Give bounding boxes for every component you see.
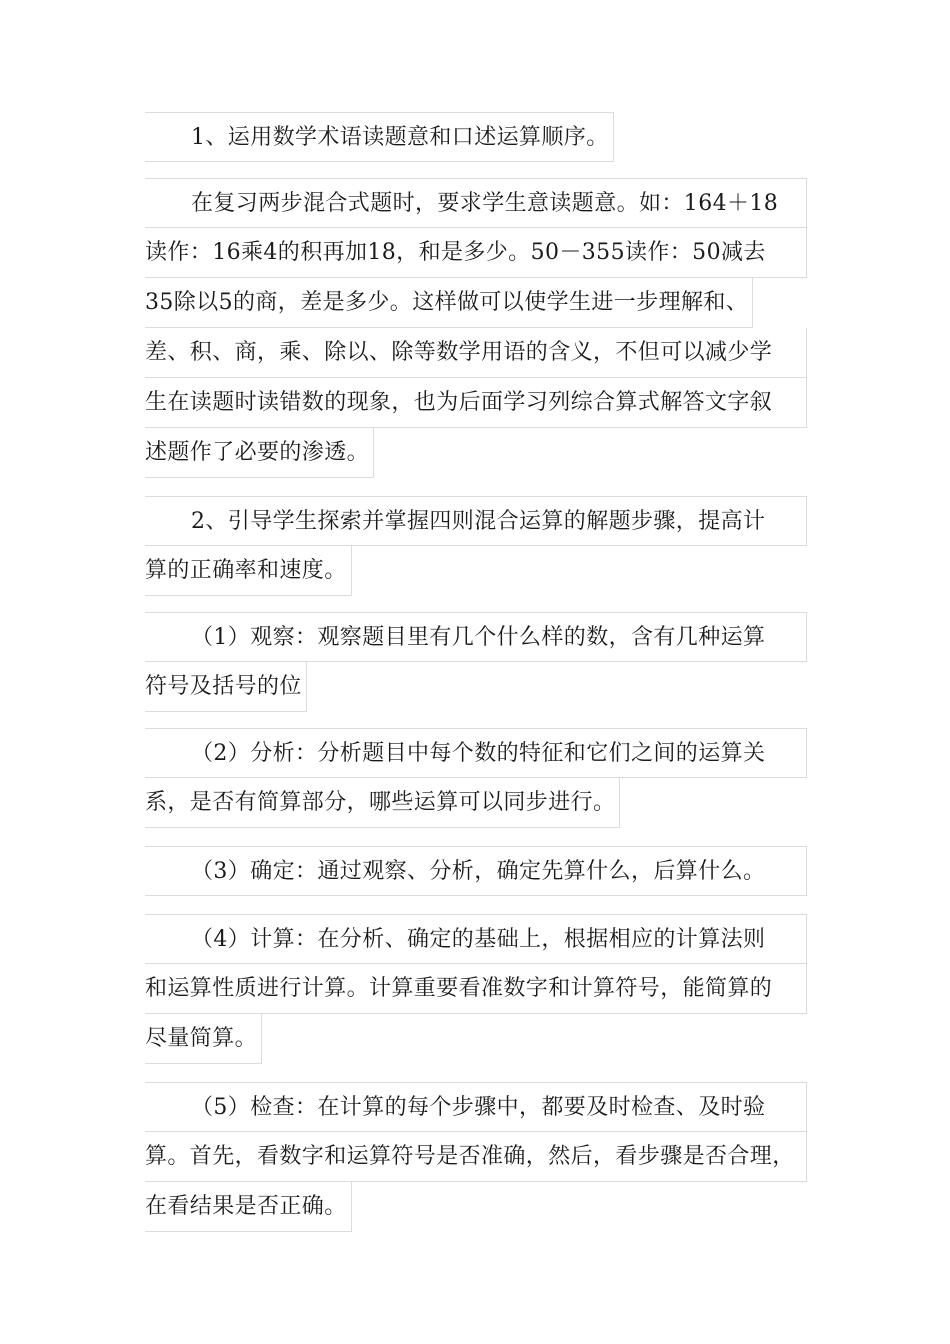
paragraph-4	[145, 612, 810, 712]
paragraph-line: 差、积、商，乘、除以、除等数学用语的含义，不但可以减少学	[145, 328, 807, 378]
paragraph-line: （4）计算：在分析、确定的基础上，根据相应的计算法则	[145, 914, 807, 964]
paragraph-line: 述题作了必要的渗透。	[145, 428, 374, 478]
paragraph-line: 在看结果是否正确。	[145, 1182, 352, 1232]
paragraph-line: 和运算性质进行计算。计算重要看准数字和计算符号，能简算的	[145, 964, 807, 1014]
paragraph-line: 读作：16乘4的积再加18，和是多少。50－355读作：50减去	[145, 228, 807, 278]
paragraph-line: 算。首先，看数字和运算符号是否准确，然后，看步骤是否合理，	[145, 1132, 807, 1182]
paragraph-1	[145, 112, 810, 162]
paragraph-6	[145, 846, 810, 896]
paragraph-line: 尽量简算。	[145, 1014, 262, 1064]
paragraph-line: 1、运用数学术语读题意和口述运算顺序。	[145, 112, 614, 162]
paragraph-line: 符号及括号的位	[145, 662, 307, 712]
paragraph-line: 生在读题时读错数的现象，也为后面学习列综合算式解答文字叙	[145, 378, 807, 428]
paragraph-line: （2）分析：分析题目中每个数的特征和它们之间的运算关	[145, 728, 807, 778]
paragraph-line: 系，是否有简算部分，哪些运算可以同步进行。	[145, 778, 620, 828]
paragraph-line: （1）观察：观察题目里有几个什么样的数，含有几种运算	[145, 612, 807, 662]
paragraph-line: （3）确定：通过观察、分析，确定先算什么，后算什么。	[145, 846, 807, 896]
paragraph-line: 算的正确率和速度。	[145, 546, 352, 596]
paragraph-line: 2、引导学生探索并掌握四则混合运算的解题步骤，提高计	[145, 496, 807, 546]
paragraph-5	[145, 728, 810, 828]
paragraph-8	[145, 1082, 810, 1232]
paragraph-7	[145, 914, 810, 1064]
paragraph-2	[145, 178, 810, 478]
paragraph-line: 在复习两步混合式题时，要求学生意读题意。如：164＋18	[145, 178, 807, 228]
paragraph-line: 35除以5的商，差是多少。这样做可以使学生进一步理解和、	[145, 278, 753, 328]
paragraph-3	[145, 496, 810, 596]
paragraph-line: （5）检查：在计算的每个步骤中，都要及时检查、及时验	[145, 1082, 807, 1132]
